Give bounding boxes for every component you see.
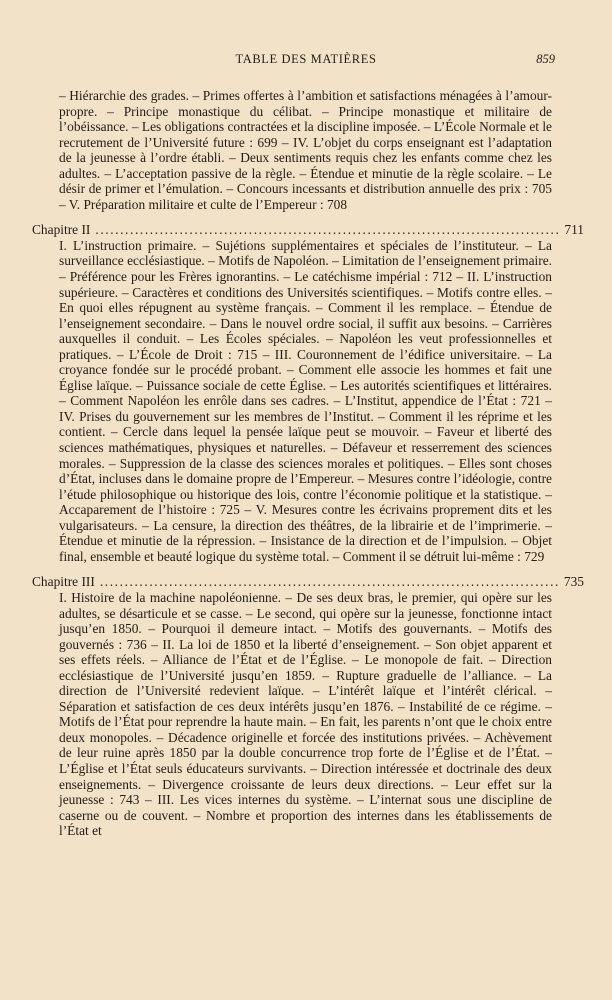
chapter-2-page: 711 [564, 222, 584, 238]
chapter-3-heading [32, 574, 584, 590]
chapter-2-summary: I. L’instruction primaire. – Sujétions supplémentaires et spéciales de l’instituteur. – La surveillance ecclésiastique. – Motifs de Napoléon. – Limitation de l’enseignement primaire. – Préférence pour les Frères ignorantins. – Le catéchisme impérial : 712 – II. L’instruction supérieure. – Caractères et conditions des Universités scientifiques. – Motifs contre elles. – En quoi elles répugnent au système français. – Comment il les remplace. – Étendue de l’enseignement secondaire. – Dans le nouvel ordre social, il suffit aux besoins. – Carrières auxquelles il conduit. – Les Écoles spéciales. – Napoléon les veut professionnelles et pratiques. – L’École de Droit : 715 – III. Couronnement de l’édifice universitaire. – La croyance fondée sur le procédé probant. – Comment elle associe les hommes et fait une Église laïque. – Puissance sociale de cette Église. – Les autorités scientifiques et littéraires. – Comment Napoléon les enrôle dans ses cadres. – L’Institut, appendice de l’État : 721 – IV. Prises du gouvernement sur les membres de l’Institut. – Comment il les réprime et les contient. – Cercle dans lequel la pensée laïque peut se mouvoir. – Faveur et liberté des sciences mathématiques, physiques et naturelles. – Défaveur et resserrement des sciences morales. – Suppression de la classe des sciences morales et politiques. – Elles sont choses d’État, incluses dans le domaine propre de l’Empereur. – Mesures contre l’idéologie, contre l’étude philosophique ou historique des lois, contre l’économie politique et la statistique. – Accaparement de l’histoire : 725 – V. Mesures contre les écrivains proprement dits et les vulgarisateurs. – La censure, la direction des théâtres, de la librairie et de l’imprimerie. – Étendue et minutie de la répression. – Insistance de la direction et de l’impulsion. – Objet final, ensemble et beauté logique du système total. – Comment il se détruit lui-même : 729 [59, 237, 552, 564]
toc-continuation-paragraph: – Hiérarchie des grades. – Primes offertes à l’ambition et satisfactions ménagées à l’amour-propre. – Principe monastique du célibat. – Principe monastique et militaire de l’obéissance. – Les obligations contractées et la discipline imposée. – L’École Normale et le recrutement de l’Université future : 699 – IV. L’objet du corps enseignant est l’adaptation de la jeunesse à l’ordre établi. – Deux sentiments requis chez les enfants comme chez les adultes. – L’acceptation passive de la règle. – Étendue et minutie de la règle scolaire. – Le désir de primer et l’émulation. – Concours incessants et distribution annuelle des prix : 705 – V. Préparation militaire et culte de l’Empereur : 708 [59, 88, 552, 212]
chapter-2-heading [32, 222, 584, 238]
chapter-3-summary: I. Histoire de la machine napoléonienne. – De ses deux bras, le premier, qui opère sur les adultes, se désarticule et se casse. – Le second, qui opère sur la jeunesse, fonctionne intact jusqu’en 1850. – Pourquoi il demeure intact. – Motifs des gouvernants. – Motifs des gouvernés : 736 – II. La loi de 1850 et la liberté d’enseignement. – Son objet apparent et ses effets réels. – Alliance de l’État et de l’Église. – Le monopole de fait. – Direction ecclésiastique de l’Université jusqu’en 1859. – Rupture graduelle de l’alliance. – La direction de l’Université redevient laïque. – L’intérêt laïque et l’intérêt clérical. – Séparation et satisfaction de ces deux intérêts jusqu’en 1876. – Instabilité de ce régime. – Motifs de l’État pour reprendre la haute main. – En fait, les parents n’ont que le choix entre deux monopoles. – Décadence originelle et forcée des institutions privées. – Achèvement de leur ruine après 1850 par la double concurrence trop forte de l’Église et de l’État. – L’Église et l’État seuls éducateurs survivants. – Direction intéressée et doctrinale des deux enseignements. – Divergence croissante de leurs deux directions. – Leur effet sur la jeunesse : 743 – III. Les vices internes du système. – L’internat sous une discipline de caserne ou de couvent. – Nombre et proportion des internes dans les établissements de l’État et [59, 589, 552, 839]
chapter-2-label: Chapitre II [32, 222, 91, 238]
table-of-contents [32, 88, 584, 839]
leader-dots [95, 222, 559, 238]
leader-dots [100, 574, 559, 590]
chapter-3-label: Chapitre III [32, 574, 95, 590]
chapter-3-page: 735 [563, 574, 584, 590]
running-title: TABLE DES MATIÈRES [235, 52, 377, 66]
page-number: 859 [536, 52, 555, 66]
